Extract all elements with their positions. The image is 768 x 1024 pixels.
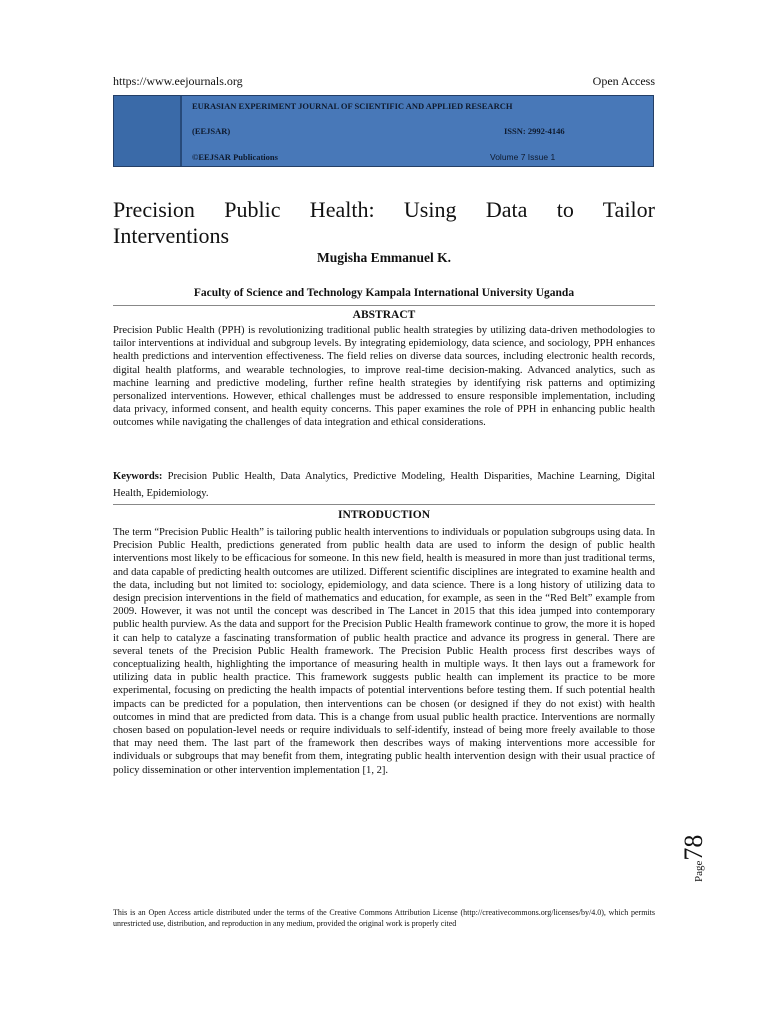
- keywords-list: Precision Public Health, Data Analytics, Predictive Modeling, Health Disparities, Machine Learning, Digital Health, Epidemiology.: [113, 471, 655, 499]
- keywords-label: Keywords:: [113, 471, 163, 482]
- journal-abbrev: (EEJSAR): [192, 126, 231, 136]
- divider: [113, 305, 655, 306]
- page-number: [679, 822, 709, 882]
- journal-name: EURASIAN EXPERIMENT JOURNAL OF SCIENTIFIC AND APPLIED RESEARCH: [192, 101, 513, 111]
- abstract-heading: ABSTRACT: [352, 309, 416, 321]
- journal-banner-panel: [180, 96, 653, 166]
- journal-url[interactable]: https://www.eejournals.org: [113, 74, 243, 88]
- page-label: Page: [693, 860, 705, 882]
- publisher-label: ©EEJSAR Publications: [192, 152, 278, 162]
- license-footer: This is an Open Access article distributed under the terms of the Creative Commons Attribution License (http://creativecommons.org/licenses/by/4.0), which permits unrestricted use, distribution, and reproduction in any medium, provided the original work is properly cited: [113, 908, 655, 928]
- divider: [113, 504, 655, 505]
- journal-issn: ISSN: 2992-4146: [504, 126, 565, 136]
- article-title: Precision Public Health: Using Data to Tailor Interventions: [113, 197, 655, 248]
- page-value: 78: [679, 834, 708, 861]
- abstract-text: Precision Public Health (PPH) is revolutionizing traditional public health strategies by utilizing data-driven methodologies to tailor interventions at individual and subgroup levels. By integrating epidemiology, data science, and sociology, PPH enhances health predictions and intervention effectiveness. The field relies on diverse data sources, including electronic health records, digital health platforms, and wearable technologies, to improve real-time decision-making. Advanced analytics, such as machine learning and predictive modeling, further refine health strategies by identifying risk patterns and optimizing personalized interventions. However, ethical challenges must be addressed to ensure responsible implementation, including data privacy, informed consent, and health equity concerns. This paper examines the role of PPH in enhancing public health outcomes while navigating the challenges of data integration and ethical considerations.: [113, 325, 655, 429]
- volume-issue: Volume 7 Issue 1: [490, 152, 556, 162]
- author-affiliation: Faculty of Science and Technology Kampala International University Uganda: [193, 287, 575, 299]
- journal-banner: [113, 95, 654, 167]
- article-author: Mugisha Emmanuel K.: [317, 250, 451, 265]
- keywords: [113, 468, 655, 502]
- introduction-text: The term “Precision Public Health” is tailoring public health interventions to individuals or population subgroups using data. In Precision Public Health, predictions generated from public health data are used to inform the design of public health interventions most likely to be efficacious for someone. In this new field, health is measured in more than just traditional terms, and data capable of predicting health outcomes are utilized. Different scientific disciplines are integrated to examine health and the data, including but not limited to: sociology, epidemiology, and data science. There is a long history of utilizing data to design precision interventions in the field of mathematics and education, for example, as seen in the “Red Belt” example from 2009. However, it was not until the concept was described in The Lancet in 2015 that this idea jumped into contemporary public health purview. As the data and support for the Precision Public Health framework continue to grow, the more it is hoped it can help to catalyze a fascinating transformation of public health practice and advance its progress in general. There are several tenets of the Precision Public Health framework. The Precision Public Health process first describes ways of conceptualizing health, highlighting the importance of measuring health in multiple ways. It then lays out a framework for utilizing data in public health practice. This framework suggests public health can implement its practice to be more experimental, focusing on predicting the health impacts of potential interventions before testing them. If such potential health impacts can be predicted for a population, then interventions can be chosen (or designed if they do not exist) with health outcomes in mind that are predicted from data. This is a change from usual public health practice. Interventions are normally chosen based on population-level needs or require individuals to self-identify, instead of being more freely available to those that may need them. The last part of the framework then describes ways of making interventions more accessible for individuals or subgroups that may benefit from them, integrating public health intervention design with their usual practice of policy dissemination or other intervention implementation [1, 2].: [113, 527, 656, 776]
- introduction-heading: INTRODUCTION: [337, 509, 430, 521]
- open-access-label: Open Access: [592, 74, 655, 88]
